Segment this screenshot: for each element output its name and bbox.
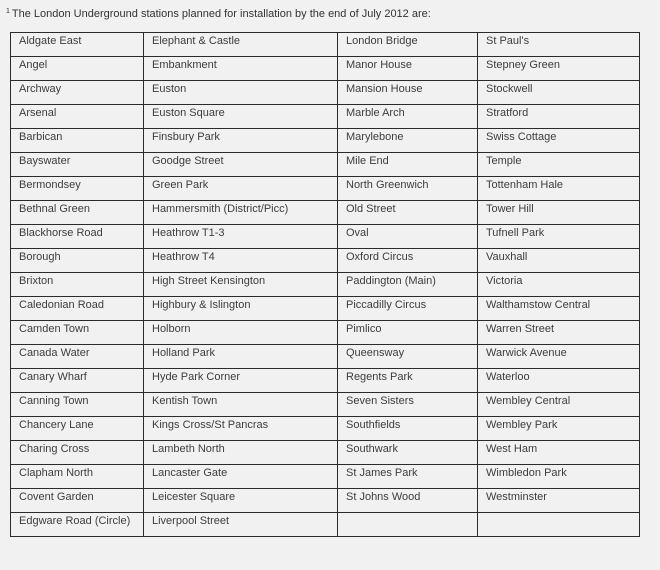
table-cell: Lancaster Gate [144, 465, 338, 489]
table-row [11, 393, 640, 417]
table-cell: High Street Kensington [144, 273, 338, 297]
table-cell: Holborn [144, 321, 338, 345]
table-cell: Paddington (Main) [338, 273, 478, 297]
table-cell: Stepney Green [478, 57, 640, 81]
table-cell: Liverpool Street [144, 513, 338, 537]
table-cell: Euston Square [144, 105, 338, 129]
table-cell: Angel [11, 57, 144, 81]
table-cell: Pimlico [338, 321, 478, 345]
table-cell: Swiss Cottage [478, 129, 640, 153]
table-cell: Charing Cross [11, 441, 144, 465]
table-cell: Stockwell [478, 81, 640, 105]
table-cell: Oxford Circus [338, 249, 478, 273]
table-cell: Westminster [478, 489, 640, 513]
footnote-marker: 1 [6, 8, 10, 15]
table-cell: Tottenham Hale [478, 177, 640, 201]
table-cell: North Greenwich [338, 177, 478, 201]
table-cell: Southwark [338, 441, 478, 465]
table-cell: Finsbury Park [144, 129, 338, 153]
table-cell: Mile End [338, 153, 478, 177]
table-cell: Wembley Central [478, 393, 640, 417]
table-cell: Hyde Park Corner [144, 369, 338, 393]
table-cell: Leicester Square [144, 489, 338, 513]
table-cell: Covent Garden [11, 489, 144, 513]
table-cell: West Ham [478, 441, 640, 465]
table-cell: Kentish Town [144, 393, 338, 417]
table-cell: Waterloo [478, 369, 640, 393]
table-cell: Warwick Avenue [478, 345, 640, 369]
table-row [11, 33, 640, 57]
table-cell: Warren Street [478, 321, 640, 345]
table-cell: Lambeth North [144, 441, 338, 465]
table-row [11, 417, 640, 441]
table-cell: Euston [144, 81, 338, 105]
table-cell: Wembley Park [478, 417, 640, 441]
table-row [11, 369, 640, 393]
table-cell: Mansion House [338, 81, 478, 105]
table-cell [478, 513, 640, 537]
table-cell: Borough [11, 249, 144, 273]
table-cell: Canning Town [11, 393, 144, 417]
table-cell: Tower Hill [478, 201, 640, 225]
table-cell: St Johns Wood [338, 489, 478, 513]
table-cell: Old Street [338, 201, 478, 225]
footnote [6, 7, 431, 21]
table-row [11, 297, 640, 321]
table-cell: Piccadilly Circus [338, 297, 478, 321]
table-cell: Chancery Lane [11, 417, 144, 441]
table-cell: St Paul's [478, 33, 640, 57]
table-cell: Kings Cross/St Pancras [144, 417, 338, 441]
table-cell: Vauxhall [478, 249, 640, 273]
table-cell: Green Park [144, 177, 338, 201]
table-cell: Manor House [338, 57, 478, 81]
table-cell: St James Park [338, 465, 478, 489]
table-row [11, 177, 640, 201]
table-row [11, 273, 640, 297]
table-row [11, 129, 640, 153]
table-cell: Brixton [11, 273, 144, 297]
table-cell: Embankment [144, 57, 338, 81]
table-cell: Highbury & Islington [144, 297, 338, 321]
table-cell: Camden Town [11, 321, 144, 345]
table-cell: Bethnal Green [11, 201, 144, 225]
table-cell [338, 513, 478, 537]
table-cell: Queensway [338, 345, 478, 369]
table-row [11, 201, 640, 225]
table-cell: Stratford [478, 105, 640, 129]
table-cell: Caledonian Road [11, 297, 144, 321]
table-cell: Aldgate East [11, 33, 144, 57]
table-cell: Hammersmith (District/Picc) [144, 201, 338, 225]
table-cell: Clapham North [11, 465, 144, 489]
table-cell: Heathrow T4 [144, 249, 338, 273]
table-cell: London Bridge [338, 33, 478, 57]
table-cell: Walthamstow Central [478, 297, 640, 321]
table-row [11, 249, 640, 273]
footnote-text: The London Underground stations planned for installation by the end of July 2012 are: [11, 8, 431, 20]
table-cell: Marylebone [338, 129, 478, 153]
table-cell: Tufnell Park [478, 225, 640, 249]
table-row [11, 225, 640, 249]
table-cell: Heathrow T1-3 [144, 225, 338, 249]
table-cell: Elephant & Castle [144, 33, 338, 57]
table-row [11, 105, 640, 129]
table-cell: Bermondsey [11, 177, 144, 201]
table-cell: Barbican [11, 129, 144, 153]
table-cell: Arsenal [11, 105, 144, 129]
table-row [11, 153, 640, 177]
table-cell: Blackhorse Road [11, 225, 144, 249]
table-cell: Temple [478, 153, 640, 177]
table-row [11, 465, 640, 489]
table-cell: Goodge Street [144, 153, 338, 177]
table-cell: Seven Sisters [338, 393, 478, 417]
table-cell: Edgware Road (Circle) [11, 513, 144, 537]
table-cell: Canada Water [11, 345, 144, 369]
table-row [11, 513, 640, 537]
table-row [11, 81, 640, 105]
table-cell: Southfields [338, 417, 478, 441]
table-cell: Victoria [478, 273, 640, 297]
stations-table [10, 32, 640, 537]
table-row [11, 345, 640, 369]
table-cell: Regents Park [338, 369, 478, 393]
stations-table-body [11, 33, 640, 537]
table-row [11, 441, 640, 465]
table-row [11, 57, 640, 81]
table-row [11, 489, 640, 513]
table-cell: Oval [338, 225, 478, 249]
table-cell: Canary Wharf [11, 369, 144, 393]
table-cell: Bayswater [11, 153, 144, 177]
table-cell: Marble Arch [338, 105, 478, 129]
table-cell: Holland Park [144, 345, 338, 369]
table-cell: Archway [11, 81, 144, 105]
table-cell: Wimbledon Park [478, 465, 640, 489]
table-row [11, 321, 640, 345]
